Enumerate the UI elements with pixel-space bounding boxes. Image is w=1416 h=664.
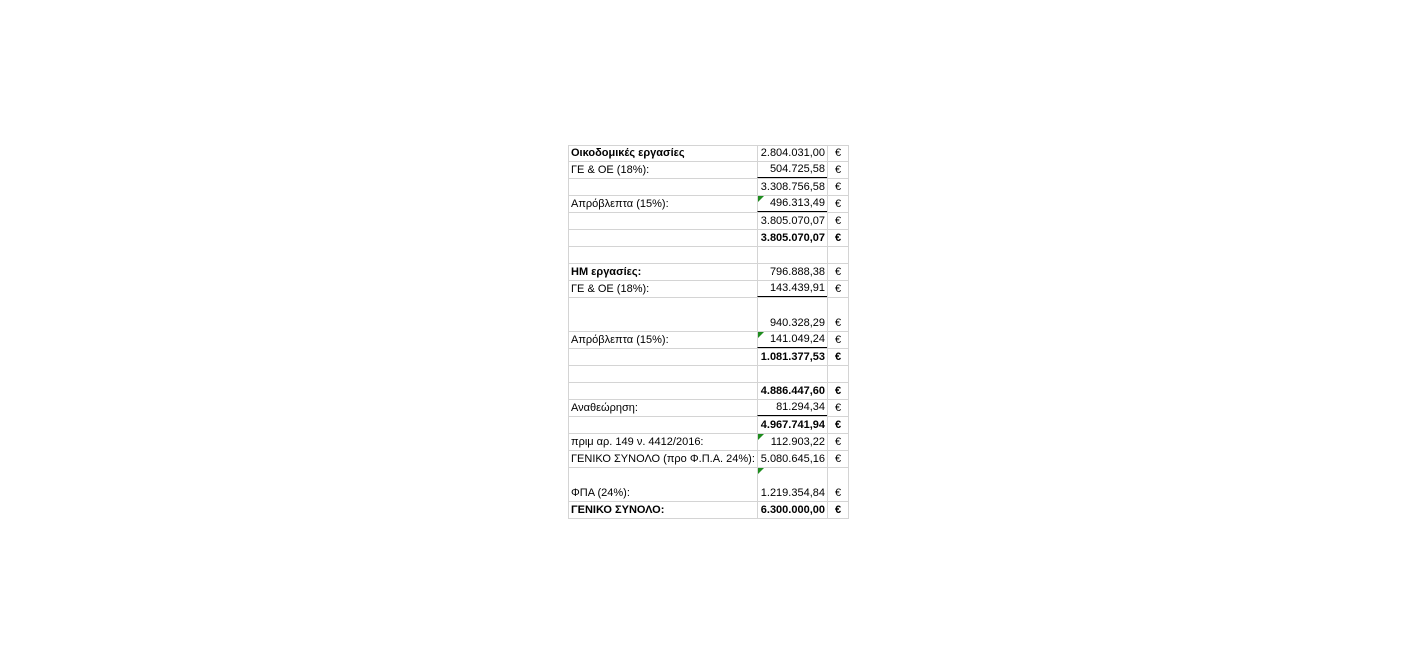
table-row <box>568 332 849 349</box>
row-label[interactable]: ΦΠΑ (24%): <box>568 468 757 501</box>
row-currency[interactable]: € <box>827 383 849 399</box>
row-amount[interactable]: 112.903,22 <box>757 434 827 450</box>
table-row <box>568 502 849 519</box>
row-currency[interactable]: € <box>827 502 849 518</box>
row-currency[interactable]: € <box>827 196 849 212</box>
row-label[interactable]: Απρόβλεπτα (15%): <box>568 332 757 348</box>
row-label[interactable]: Απρόβλεπτα (15%): <box>568 196 757 212</box>
row-amount[interactable]: 5.080.645,16 <box>757 451 827 467</box>
row-currency[interactable]: € <box>827 417 849 433</box>
row-amount[interactable]: 3.308.756,58 <box>757 179 827 195</box>
table-row <box>568 383 849 400</box>
row-amount[interactable] <box>757 366 827 382</box>
row-amount[interactable]: 141.049,24 <box>757 332 827 348</box>
table-row <box>568 247 849 264</box>
row-amount[interactable]: 4.967.741,94 <box>757 417 827 433</box>
row-currency[interactable]: € <box>827 264 849 280</box>
table-row <box>568 179 849 196</box>
table-row <box>568 213 849 230</box>
table-row <box>568 281 849 298</box>
table-row <box>568 230 849 247</box>
row-label[interactable]: ΓΕ & ΟΕ (18%): <box>568 162 757 178</box>
table-row <box>568 417 849 434</box>
table-row <box>568 349 849 366</box>
row-label[interactable]: ΓΕ & ΟΕ (18%): <box>568 281 757 297</box>
row-amount[interactable]: 796.888,38 <box>757 264 827 280</box>
row-label[interactable] <box>568 179 757 195</box>
table-row <box>568 451 849 468</box>
row-amount[interactable]: 81.294,34 <box>757 400 827 416</box>
row-label[interactable]: ΓΕΝΙΚΟ ΣΥΝΟΛΟ: <box>568 502 757 518</box>
row-label[interactable]: πριμ αρ. 149 ν. 4412/2016: <box>568 434 757 450</box>
row-label[interactable] <box>568 383 757 399</box>
row-label[interactable]: Αναθεώρηση: <box>568 400 757 416</box>
table-row <box>568 196 849 213</box>
row-label[interactable] <box>568 213 757 229</box>
row-currency[interactable]: € <box>827 451 849 467</box>
row-label[interactable] <box>568 230 757 246</box>
row-currency[interactable]: € <box>827 146 849 161</box>
row-label[interactable]: ΓΕΝΙΚΟ ΣΥΝΟΛΟ (προ Φ.Π.Α. 24%): <box>568 451 757 467</box>
table-row <box>568 468 849 502</box>
row-label[interactable] <box>568 366 757 382</box>
row-label[interactable] <box>568 417 757 433</box>
table-row <box>568 264 849 281</box>
row-currency[interactable]: € <box>827 468 849 501</box>
row-label[interactable] <box>568 349 757 365</box>
row-amount[interactable]: 3.805.070,07 <box>757 213 827 229</box>
row-label[interactable] <box>568 298 757 331</box>
row-amount[interactable]: 3.805.070,07 <box>757 230 827 246</box>
table-row <box>568 145 849 162</box>
row-amount[interactable]: 6.300.000,00 <box>757 502 827 518</box>
row-amount[interactable]: 940.328,29 <box>757 298 827 331</box>
row-currency[interactable]: € <box>827 400 849 416</box>
row-currency[interactable] <box>827 366 849 382</box>
row-currency[interactable]: € <box>827 332 849 348</box>
row-currency[interactable]: € <box>827 298 849 331</box>
row-currency[interactable]: € <box>827 281 849 297</box>
table-row <box>568 400 849 417</box>
row-amount[interactable]: 4.886.447,60 <box>757 383 827 399</box>
spreadsheet-table <box>568 145 849 519</box>
table-row <box>568 366 849 383</box>
table-row <box>568 434 849 451</box>
row-label[interactable]: ΗΜ εργασίες: <box>568 264 757 280</box>
row-amount[interactable]: 2.804.031,00 <box>757 146 827 161</box>
row-amount[interactable]: 143.439,91 <box>757 281 827 297</box>
table-row <box>568 162 849 179</box>
row-amount[interactable]: 1.219.354,84 <box>757 468 827 501</box>
table-row <box>568 298 849 332</box>
row-currency[interactable]: € <box>827 179 849 195</box>
row-amount[interactable]: 504.725,58 <box>757 162 827 178</box>
row-amount[interactable] <box>757 247 827 263</box>
row-currency[interactable]: € <box>827 434 849 450</box>
row-label[interactable]: Οικοδομικές εργασίες <box>568 146 757 161</box>
row-currency[interactable]: € <box>827 230 849 246</box>
row-amount[interactable]: 496.313,49 <box>757 196 827 212</box>
row-currency[interactable] <box>827 247 849 263</box>
row-label[interactable] <box>568 247 757 263</box>
row-amount[interactable]: 1.081.377,53 <box>757 349 827 365</box>
row-currency[interactable]: € <box>827 213 849 229</box>
row-currency[interactable]: € <box>827 162 849 178</box>
row-currency[interactable]: € <box>827 349 849 365</box>
